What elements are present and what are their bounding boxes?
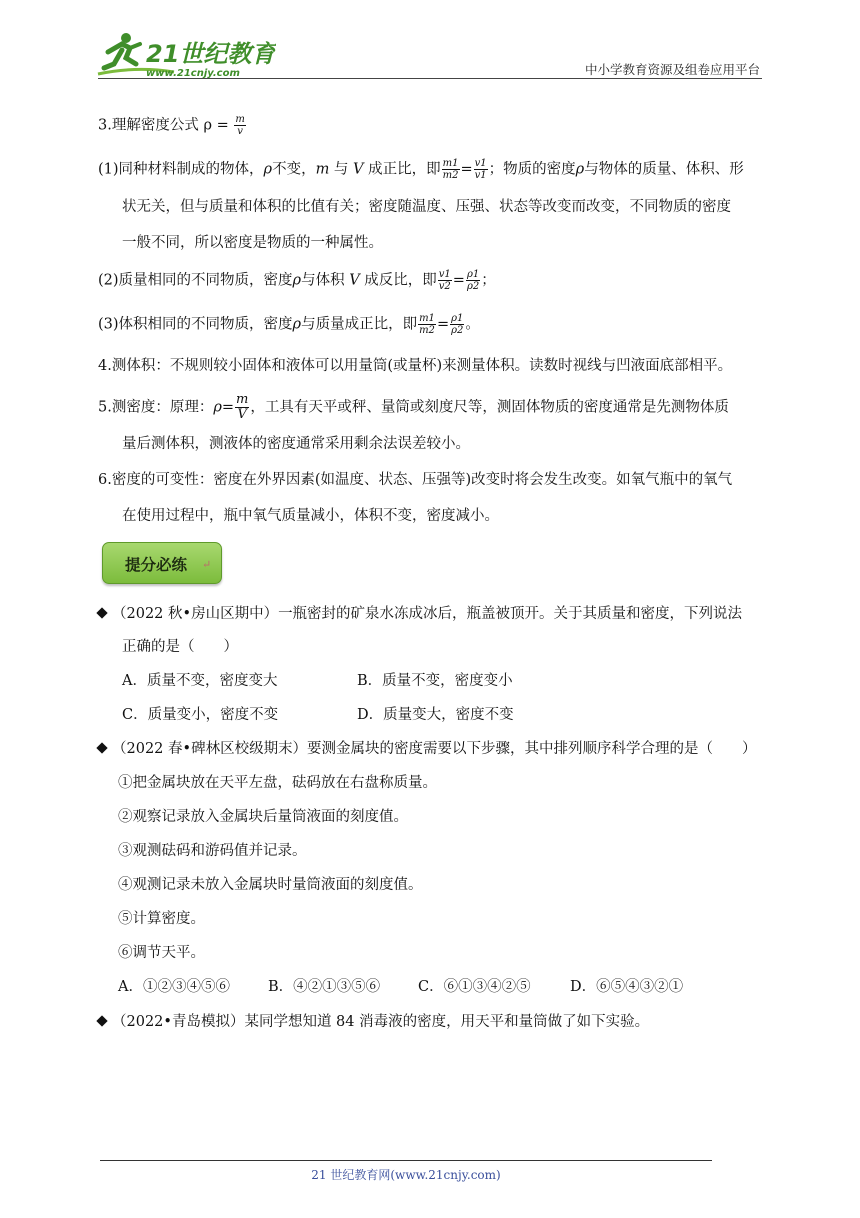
- question-2-option-b: B．④②①③⑤⑥: [268, 979, 381, 995]
- diamond-bullet-icon: [96, 607, 107, 618]
- section-badge-label: 提分必练: [125, 556, 188, 574]
- item-6-line-2: 在使用过程中，瓶中氧气质量减小，体积不变，密度减小。: [122, 508, 499, 524]
- item-5-line-1: 5.测密度：原理：ρ= $\frac{m}{V}$ ，工具有天平或秤、量筒或刻度尺等，测固体物质的密度通常是先测物体质: [98, 392, 729, 422]
- return-mark-icon: ↵: [202, 558, 212, 571]
- question-2-step: ①把金属块放在天平左盘，砝码放在右盘称质量。: [118, 775, 437, 791]
- paragraph-1-line-2: 状无关，但与质量和体积的比值有关；密度随温度、压强、状态等改变而改变，不同物质的密度: [122, 199, 731, 215]
- question-1-line-1: （2022 秋•房山区期中）一瓶密封的矿泉水冻成冰后，瓶盖被顶开。关于其质量和密度，下列说法: [98, 604, 742, 624]
- question-1-option-c: C．质量变小，密度不变: [122, 707, 279, 723]
- paragraph-2: (2)质量相同的不同物质，密度ρ与体积 V 成反比，即 $\frac{v1}{v2}$ = $\frac{\rho 1}{\rho 2}$ ；: [98, 269, 496, 292]
- question-2-option-a: A．①②③④⑤⑥: [118, 979, 230, 995]
- item-3: [98, 114, 247, 137]
- paragraph-3: (3)体积相同的不同物质，密度ρ与质量成正比，即 $\frac{m1}{m2}$ = $\frac{\rho 1}{\rho 2}$ 。: [98, 313, 480, 336]
- footer-divider: [100, 1160, 712, 1161]
- diamond-bullet-icon: [96, 1015, 107, 1026]
- question-2-step: ⑤计算密度。: [118, 911, 205, 927]
- question-2-option-c: C．⑥①③④②⑤: [418, 979, 531, 995]
- question-1-option-a: A．质量不变，密度变大: [122, 673, 278, 689]
- logo-text: 21世纪教育: [146, 40, 276, 68]
- question-2-step: ②观察记录放入金属块后量筒液面的刻度值。: [118, 809, 408, 825]
- runner-logo-icon: [96, 30, 276, 82]
- paragraph-1-line-3: 一般不同，所以密度是物质的一种属性。: [122, 235, 383, 251]
- question-2-step: ③观测砝码和游码值并记录。: [118, 843, 307, 859]
- density-formula: $\frac{m}{v}$: [235, 114, 245, 137]
- diamond-bullet-icon: [96, 742, 107, 753]
- item-4: 4.测体积：不规则较小固体和液体可以用量筒(或量杯)来测量体积。读数时视线与凹液面底部相平。: [98, 358, 733, 374]
- question-1-option-b: B．质量不变，密度变小: [357, 673, 513, 689]
- question-2-line-1: （2022 春•碑林区校级期末）要测金属块的密度需要以下步骤，其中排列顺序科学合理的是（ ）: [98, 739, 757, 759]
- question-2-step: ⑥调节天平。: [118, 945, 205, 961]
- item-3-title: 3.理解密度公式 ρ =: [98, 117, 229, 134]
- section-badge: [102, 542, 222, 584]
- question-2-step: ④观测记录未放入金属块时量筒液面的刻度值。: [118, 877, 423, 893]
- question-1-option-d: D．质量变大，密度不变: [357, 707, 514, 723]
- question-3-line-1: （2022•青岛模拟）某同学想知道 84 消毒液的密度，用天平和量筒做了如下实验。: [98, 1012, 649, 1032]
- item-6-line-1: 6.密度的可变性：密度在外界因素(如温度、状态、压强等)改变时将会发生改变。如氧气瓶中的氧气: [98, 472, 733, 488]
- platform-name: 中小学教育资源及组卷应用平台: [584, 62, 760, 77]
- footer-link[interactable]: 21 世纪教育网(www.21cnjy.com): [311, 1168, 501, 1182]
- logo: [96, 30, 276, 82]
- item-5-line-2: 量后测体积，测液体的密度通常采用剩余法误差较小。: [122, 436, 470, 452]
- header-divider: [98, 78, 762, 79]
- logo-url: www.21cnjy.com: [146, 68, 240, 79]
- question-1-line-2: 正确的是（ ）: [122, 639, 238, 655]
- paragraph-1-line-1: (1)同种材料制成的物体，ρ不变，m 与 V 成正比，即 $\frac{m1}{m2}$ = $\frac{v1}{v1}$ ；物质的密度ρ与物体的质量、体积、形: [98, 158, 744, 181]
- question-2-option-d: D．⑥⑤④③②①: [570, 979, 684, 995]
